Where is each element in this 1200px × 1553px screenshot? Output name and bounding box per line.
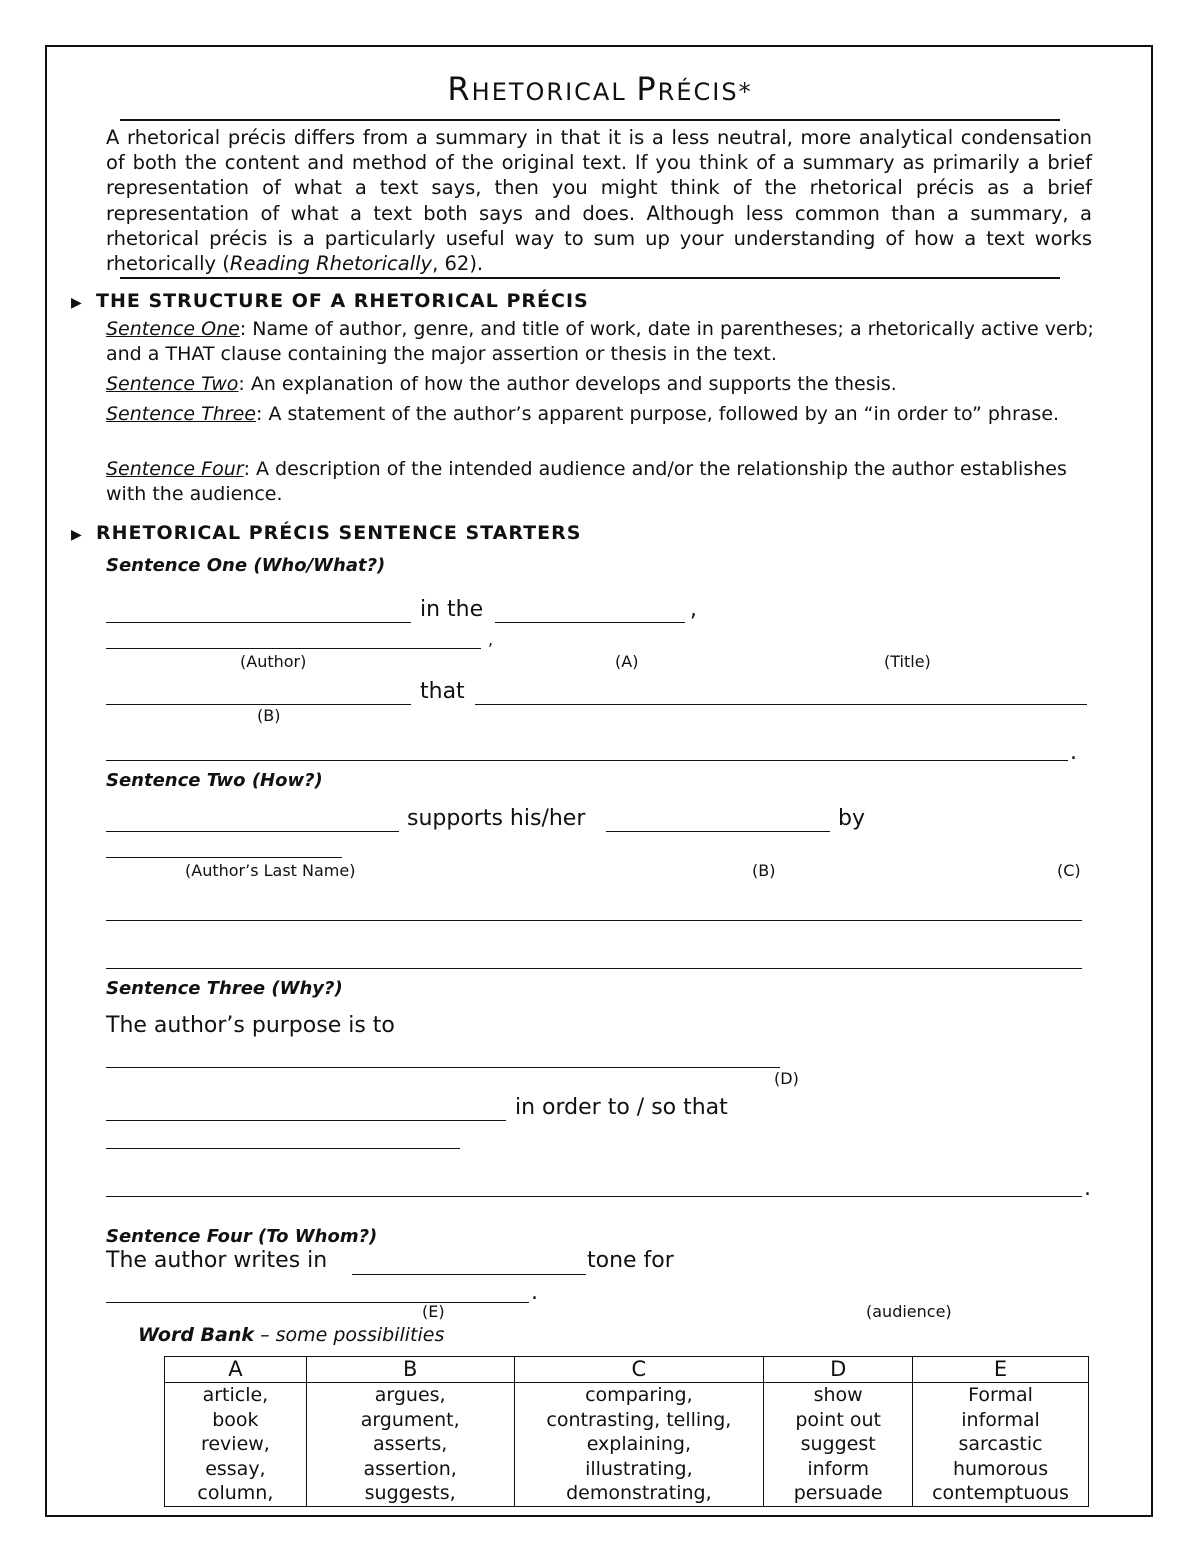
thesis-blank[interactable] <box>475 704 1087 705</box>
word: review, <box>200 1433 270 1455</box>
intro-paragraph <box>106 125 1092 276</box>
title-rule <box>120 119 1060 121</box>
word: suggests, <box>364 1482 456 1504</box>
structure-item <box>106 402 1076 427</box>
word: informal <box>961 1408 1040 1431</box>
word: explaining, <box>586 1433 692 1455</box>
column-header: B <box>306 1357 514 1383</box>
intro-source: Reading Rhetorically <box>229 252 433 276</box>
thesis-blank-2[interactable] <box>106 760 1068 761</box>
column-header: D <box>764 1357 913 1383</box>
that-text: that <box>420 679 465 704</box>
comma: , <box>690 597 697 622</box>
method-line[interactable] <box>106 920 1082 921</box>
word-cell-a <box>165 1383 307 1507</box>
word: demonstrating, <box>566 1482 712 1504</box>
word: contrasting, telling, <box>546 1408 732 1431</box>
c-caption: (C) <box>1057 861 1081 880</box>
in-the-text: in the <box>420 597 484 622</box>
word: article, <box>202 1384 269 1406</box>
word: suggest <box>800 1433 876 1455</box>
word: Formal <box>968 1384 1033 1406</box>
genre-blank[interactable] <box>495 622 685 623</box>
title-word-1: HETORICAL <box>471 78 637 106</box>
structure-item-label: Sentence One <box>106 318 240 340</box>
supports-text: supports his/her <box>407 806 586 831</box>
by-text: by <box>838 806 865 831</box>
last-name-blank[interactable] <box>106 831 399 832</box>
word-cell-b <box>306 1383 514 1507</box>
structure-item <box>106 372 1106 397</box>
structure-item <box>106 457 1076 507</box>
in-order-text: in order to / so that <box>515 1095 728 1120</box>
reason-blank[interactable] <box>106 1148 460 1149</box>
word: show <box>813 1384 863 1406</box>
title-caption: (Title) <box>884 652 931 671</box>
audience-blank[interactable] <box>106 1302 529 1303</box>
title-word-2: RÉCIS* <box>657 78 753 106</box>
word: column, <box>197 1482 274 1504</box>
writes-text: The author writes in <box>106 1248 328 1273</box>
reason-line[interactable] <box>106 1196 1082 1197</box>
title-initial-1: R <box>447 70 472 108</box>
starters-heading: RHETORICAL PRÉCIS SENTENCE STARTERS <box>96 522 582 544</box>
b-caption: (B) <box>257 706 281 725</box>
a-caption: (A) <box>615 652 639 671</box>
word: sarcastic <box>958 1433 1043 1455</box>
author-blank[interactable] <box>106 622 411 623</box>
verb-blank[interactable] <box>106 704 411 705</box>
sentence-three-label: Sentence Three (Why?) <box>106 978 343 999</box>
intro-rule <box>120 277 1060 279</box>
purpose-blank[interactable] <box>106 1067 780 1068</box>
method-blank[interactable] <box>106 857 342 858</box>
title-initial-2: P <box>636 70 658 108</box>
page-title <box>0 70 1200 108</box>
period: . <box>531 1280 538 1305</box>
word-bank-title-rest: – some possibilities <box>254 1324 445 1346</box>
intro-citation: , 62). <box>432 252 484 276</box>
tone-blank[interactable] <box>352 1274 586 1275</box>
word: persuade <box>793 1482 883 1504</box>
word-cell-e <box>913 1383 1089 1507</box>
author-caption: (Author) <box>240 652 307 671</box>
column-header: C <box>514 1357 764 1383</box>
period: . <box>1070 740 1077 765</box>
word: essay, <box>205 1457 266 1480</box>
structure-item-label: Sentence Two <box>106 373 239 395</box>
column-header: E <box>913 1357 1089 1383</box>
word: point out <box>795 1408 881 1431</box>
table-header-row <box>165 1357 1089 1383</box>
intro-text: A rhetorical précis differs from a summary in that it is a less neutral, more analytical condensation of both the content and method of the original text. If you think of a summary as primarily a brief representation of what a text says, then you might think of the rhetorical précis as a brief representation of what a text both says and does. Although less common than a summary, a rhetorical précis is a particularly useful way to sum up your understanding of how a text works rhetorically ( <box>106 126 1092 276</box>
tone-text: tone for <box>587 1248 674 1273</box>
word: humorous <box>952 1457 1049 1480</box>
word: asserts, <box>372 1433 448 1455</box>
e-caption: (E) <box>422 1302 445 1321</box>
b-caption: (B) <box>752 861 776 880</box>
last-name-caption: (Author’s Last Name) <box>185 861 356 880</box>
word: contemptuous <box>932 1482 1069 1504</box>
structure-item-text: : Name of author, genre, and title of work, date in parentheses; a rhetorically active verb; and a THAT clause containing the major assertion or thesis in the text. <box>106 318 1094 365</box>
column-header: A <box>165 1357 307 1383</box>
word: assertion, <box>363 1457 457 1480</box>
structure-item-text: : An explanation of how the author develops and supports the thesis. <box>238 373 897 395</box>
purpose-text: The author’s purpose is to <box>106 1013 395 1038</box>
word: illustrating, <box>585 1457 693 1480</box>
method-line[interactable] <box>106 968 1082 969</box>
word-bank-title-bold: Word Bank <box>138 1324 255 1346</box>
sentence-one-label: Sentence One (Who/What?) <box>106 555 386 576</box>
word: argues, <box>374 1384 446 1406</box>
word-bank-table <box>164 1356 1089 1507</box>
word: comparing, <box>585 1384 693 1406</box>
word: book <box>212 1408 259 1431</box>
sentence-two-label: Sentence Two (How?) <box>106 770 323 791</box>
structure-item-text: : A description of the intended audience and/or the relationship the author establishes with the audience. <box>106 458 1067 505</box>
sentence-four-label: Sentence Four (To Whom?) <box>106 1226 378 1247</box>
structure-heading: THE STRUCTURE OF A RHETORICAL PRÉCIS <box>96 290 589 312</box>
word: argument, <box>360 1408 460 1431</box>
title-blank[interactable] <box>106 648 481 649</box>
word-cell-d <box>764 1383 913 1507</box>
audience-caption: (audience) <box>866 1302 952 1321</box>
structure-item-text: : A statement of the author’s apparent purpose, followed by an “in order to” phrase. <box>256 403 1060 425</box>
word-cell-c <box>514 1383 764 1507</box>
structure-item <box>106 317 1106 367</box>
structure-item-label: Sentence Three <box>106 403 256 425</box>
table-row <box>165 1383 1089 1507</box>
period: . <box>1084 1176 1091 1201</box>
bullet-arrow-icon: ▶ <box>71 527 82 543</box>
bullet-arrow-icon: ▶ <box>71 295 82 311</box>
structure-item-label: Sentence Four <box>106 458 244 480</box>
d-caption: (D) <box>774 1069 799 1088</box>
comma: , <box>488 630 494 649</box>
word: inform <box>807 1457 869 1480</box>
word-bank-title <box>138 1324 444 1346</box>
purpose-blank-2[interactable] <box>106 1120 506 1121</box>
thesis-word-blank[interactable] <box>606 831 830 832</box>
